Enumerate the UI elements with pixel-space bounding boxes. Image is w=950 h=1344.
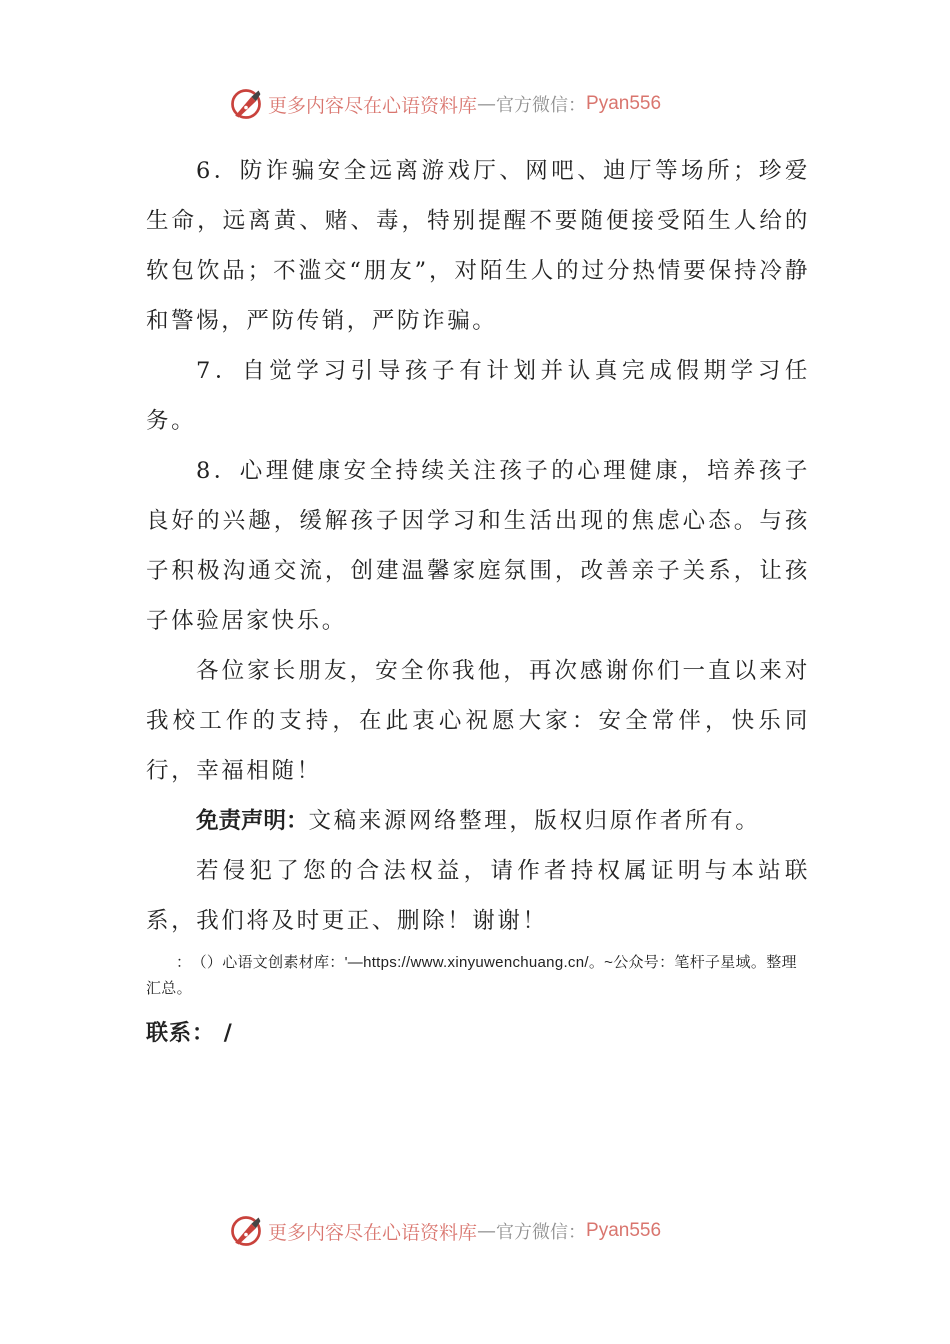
contact-label: 联系： bbox=[146, 1021, 216, 1046]
disclaimer-paragraph bbox=[146, 796, 810, 846]
footer-dash: — bbox=[477, 1220, 497, 1242]
footer-brand-text: 更多内容尽在心语资料库 bbox=[268, 1221, 478, 1244]
contact-value: / bbox=[223, 1021, 233, 1046]
closing-paragraph: 各位家长朋友，安全你我他，再次感谢你们一直以来对我校工作的支持，在此衷心祝愿大家：安全常伴，快乐同行，幸福相随！ bbox=[146, 658, 810, 784]
pen-nib-circle-icon bbox=[228, 1213, 264, 1249]
header-sub-text: 官方微信： bbox=[496, 95, 587, 116]
footer-wechat-id: Pyan556 bbox=[586, 1220, 662, 1241]
header-wechat-id: Pyan556 bbox=[586, 93, 662, 114]
contact-line bbox=[146, 1016, 810, 1047]
item-7-paragraph: 7．自觉学习引导孩子有计划并认真完成假期学习任务。 bbox=[146, 358, 810, 434]
item-8-paragraph: 8．心理健康安全持续关注孩子的心理健康，培养孩子良好的兴趣，缓解孩子因学习和生活出现的焦虑心态。与孩子积极沟通交流，创建温馨家庭氛围，改善亲子关系，让孩子体验居家快乐。 bbox=[146, 458, 810, 634]
footer-banner bbox=[228, 1211, 661, 1251]
header-brand-text: 更多内容尽在心语资料库 bbox=[268, 94, 478, 117]
contact-request-paragraph: 若侵犯了您的合法权益，请作者持权属证明与本站联系，我们将及时更正、删除！谢谢！ bbox=[146, 858, 810, 934]
header-banner bbox=[228, 84, 661, 124]
item-6-paragraph: 6．防诈骗安全远离游戏厅、网吧、迪厅等场所；珍爱生命，远离黄、赌、毒，特别提醒不要随便接受陌生人给的软包饮品；不滥交“朋友”，对陌生人的过分热情要保持冷静和警惕，严防传销，严防诈骗。 bbox=[146, 158, 810, 334]
source-note: ： （）心语文创素材库：'—https://www.xinyuwenchuang.cn/。~公众号：笔杆子星域。整理汇总。 bbox=[146, 954, 797, 997]
main-content bbox=[146, 146, 810, 1047]
header-dash: — bbox=[477, 93, 497, 115]
pen-nib-circle-icon bbox=[228, 86, 264, 122]
disclaimer-text: 文稿来源网络整理，版权归原作者所有。 bbox=[308, 808, 761, 834]
footer-sub-text: 官方微信： bbox=[496, 1222, 587, 1243]
disclaimer-label: 免责声明： bbox=[196, 808, 309, 834]
